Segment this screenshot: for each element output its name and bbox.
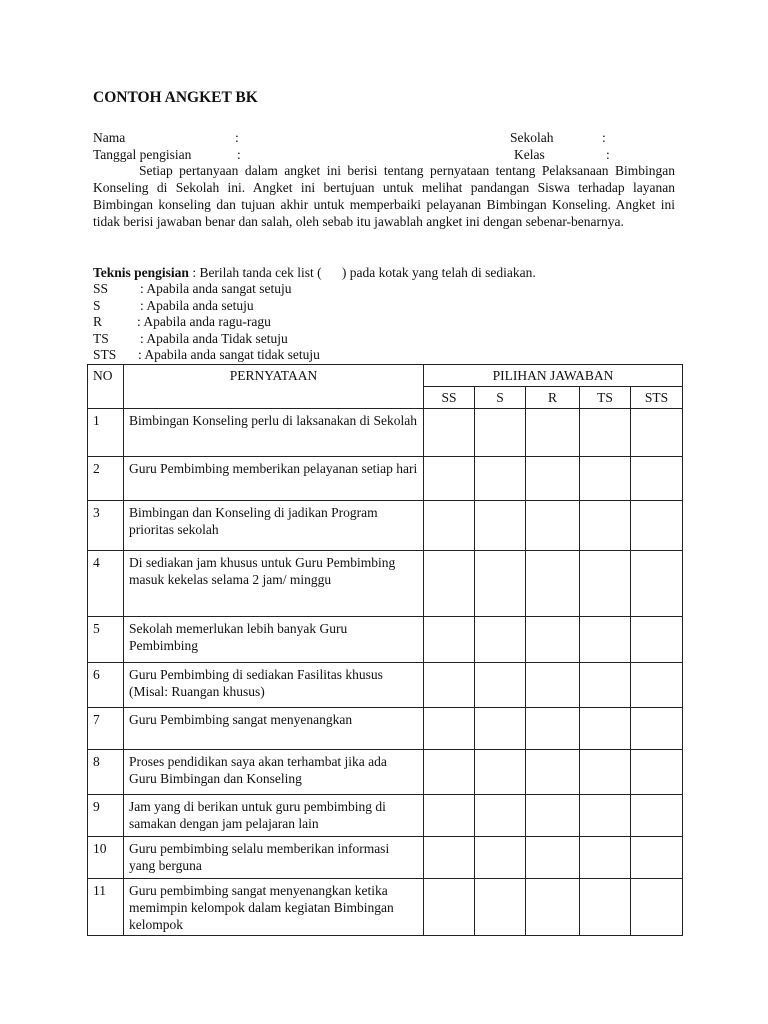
row-number: 6 xyxy=(88,663,124,708)
row-number: 11 xyxy=(88,879,124,936)
answer-cell-s[interactable] xyxy=(475,837,526,879)
nama-label: Nama xyxy=(93,130,126,145)
table-row xyxy=(88,551,683,617)
option-header-sts: STS xyxy=(631,387,683,409)
table-row xyxy=(88,409,683,457)
header-pernyataan: PERNYATAAN xyxy=(124,365,424,409)
answer-cell-ss[interactable] xyxy=(424,879,475,936)
answer-cell-r[interactable] xyxy=(526,837,580,879)
legend-description: : Apabila anda sangat tidak setuju xyxy=(138,347,320,362)
legend-code: SS xyxy=(93,281,109,296)
answer-cell-s[interactable] xyxy=(475,663,526,708)
answer-cell-ss[interactable] xyxy=(424,795,475,837)
nama-colon: : xyxy=(235,130,239,145)
answer-cell-ts[interactable] xyxy=(580,551,631,617)
answer-cell-ss[interactable] xyxy=(424,663,475,708)
sekolah-label: Sekolah xyxy=(510,130,554,145)
table-row xyxy=(88,879,683,936)
answer-cell-sts[interactable] xyxy=(631,551,683,617)
row-number: 9 xyxy=(88,795,124,837)
legend-description: : Apabila anda setuju xyxy=(140,297,254,313)
row-statement: Guru pembimbing selalu memberikan informasi yang berguna xyxy=(124,837,424,879)
answer-cell-r[interactable] xyxy=(526,795,580,837)
answer-cell-sts[interactable] xyxy=(631,795,683,837)
answer-cell-r[interactable] xyxy=(526,617,580,663)
answer-cell-sts[interactable] xyxy=(631,409,683,457)
answer-cell-ts[interactable] xyxy=(580,708,631,750)
table-row xyxy=(88,501,683,551)
answer-cell-s[interactable] xyxy=(475,617,526,663)
answer-cell-s[interactable] xyxy=(475,879,526,936)
answer-cell-sts[interactable] xyxy=(631,663,683,708)
answer-cell-ts[interactable] xyxy=(580,457,631,501)
answer-cell-ts[interactable] xyxy=(580,795,631,837)
document-title: CONTOH ANGKET BK xyxy=(93,89,258,106)
answer-cell-r[interactable] xyxy=(526,409,580,457)
answer-cell-ss[interactable] xyxy=(424,617,475,663)
answer-cell-ss[interactable] xyxy=(424,409,475,457)
row-number: 2 xyxy=(88,457,124,501)
header-no: NO xyxy=(88,365,124,409)
row-statement: Guru pembimbing sangat menyenangkan ketika memimpin kelompok dalam kegiatan Bimbingan kelompok xyxy=(124,879,424,936)
answer-cell-ss[interactable] xyxy=(424,837,475,879)
teknis-label: Teknis pengisian xyxy=(93,265,189,280)
legend-description: : Apabila anda ragu-ragu xyxy=(137,314,271,329)
option-header-ss: SS xyxy=(424,387,475,409)
answer-cell-r[interactable] xyxy=(526,750,580,795)
row-number: 3 xyxy=(88,501,124,551)
row-statement: Bimbingan Konseling perlu di laksanakan di Sekolah xyxy=(124,409,424,457)
answer-cell-ss[interactable] xyxy=(424,501,475,551)
row-statement: Bimbingan dan Konseling di jadikan Program prioritas sekolah xyxy=(124,501,424,551)
table-row xyxy=(88,663,683,708)
answer-cell-ts[interactable] xyxy=(580,750,631,795)
answer-cell-ts[interactable] xyxy=(580,501,631,551)
answer-cell-sts[interactable] xyxy=(631,837,683,879)
answer-cell-s[interactable] xyxy=(475,551,526,617)
answer-cell-ts[interactable] xyxy=(580,663,631,708)
table-row xyxy=(88,750,683,795)
teknis-line xyxy=(93,265,536,281)
answer-cell-ss[interactable] xyxy=(424,708,475,750)
row-number: 10 xyxy=(88,837,124,879)
legend-code: R xyxy=(93,314,103,329)
row-statement: Jam yang di berikan untuk guru pembimbing di samakan dengan jam pelajaran lain xyxy=(124,795,424,837)
row-number: 4 xyxy=(88,551,124,617)
tanggal-label: Tanggal pengisian xyxy=(93,147,192,162)
teknis-text: : Berilah tanda cek list ( ) pada kotak yang telah di sediakan. xyxy=(188,265,536,280)
legend-description: : Apabila anda sangat setuju xyxy=(140,281,292,296)
row-statement: Guru Pembimbing memberikan pelayanan setiap hari xyxy=(124,457,424,501)
option-header-s: S xyxy=(475,387,526,409)
answer-cell-r[interactable] xyxy=(526,551,580,617)
answer-cell-ts[interactable] xyxy=(580,617,631,663)
table-row xyxy=(88,795,683,837)
questionnaire-table xyxy=(87,364,683,936)
legend-code: TS xyxy=(93,330,109,346)
row-statement: Guru Pembimbing sangat menyenangkan xyxy=(124,708,424,750)
kelas-colon: : xyxy=(606,147,610,162)
answer-cell-s[interactable] xyxy=(475,457,526,501)
table-row xyxy=(88,837,683,879)
option-header-ts: TS xyxy=(580,387,631,409)
answer-cell-s[interactable] xyxy=(475,750,526,795)
table-row xyxy=(88,617,683,663)
row-number: 7 xyxy=(88,708,124,750)
answer-cell-r[interactable] xyxy=(526,708,580,750)
answer-cell-s[interactable] xyxy=(475,501,526,551)
header-pilihan-jawaban: PILIHAN JAWABAN xyxy=(424,365,683,387)
answer-cell-ss[interactable] xyxy=(424,551,475,617)
answer-cell-s[interactable] xyxy=(475,409,526,457)
answer-cell-s[interactable] xyxy=(475,708,526,750)
row-statement: Guru Pembimbing di sediakan Fasilitas khusus (Misal: Ruangan khusus) xyxy=(124,663,424,708)
answer-cell-sts[interactable] xyxy=(631,750,683,795)
answer-cell-r[interactable] xyxy=(526,501,580,551)
answer-cell-s[interactable] xyxy=(475,795,526,837)
answer-cell-r[interactable] xyxy=(526,457,580,501)
answer-cell-sts[interactable] xyxy=(631,457,683,501)
answer-cell-r[interactable] xyxy=(526,879,580,936)
answer-cell-r[interactable] xyxy=(526,663,580,708)
table-row xyxy=(88,457,683,501)
answer-cell-sts[interactable] xyxy=(631,879,683,936)
legend-code: STS xyxy=(93,347,117,362)
legend-description: : Apabila anda Tidak setuju xyxy=(140,330,288,346)
table-row xyxy=(88,708,683,750)
row-number: 1 xyxy=(88,409,124,457)
tanggal-colon: : xyxy=(237,147,241,162)
kelas-label: Kelas xyxy=(514,147,545,162)
row-statement: Di sediakan jam khusus untuk Guru Pembimbing masuk kekelas selama 2 jam/ minggu xyxy=(124,551,424,617)
answer-cell-ss[interactable] xyxy=(424,750,475,795)
row-number: 8 xyxy=(88,750,124,795)
row-statement: Sekolah memerlukan lebih banyak Guru Pembimbing xyxy=(124,617,424,663)
answer-cell-ts[interactable] xyxy=(580,879,631,936)
answer-cell-sts[interactable] xyxy=(631,617,683,663)
row-number: 5 xyxy=(88,617,124,663)
answer-cell-ts[interactable] xyxy=(580,409,631,457)
answer-cell-ss[interactable] xyxy=(424,457,475,501)
option-header-r: R xyxy=(526,387,580,409)
legend-code: S xyxy=(93,297,101,313)
sekolah-colon: : xyxy=(602,130,606,145)
answer-cell-sts[interactable] xyxy=(631,501,683,551)
row-statement: Proses pendidikan saya akan terhambat jika ada Guru Bimbingan dan Konseling xyxy=(124,750,424,795)
intro-paragraph: Setiap pertanyaan dalam angket ini berisi tentang pernyataan tentang Pelaksanaan Bimbingan Konseling di Sekolah ini. Angket ini bertujuan untuk melihat pandangan Siswa terhadap layanan Bimbingan konseling dan tujuan akhir untuk memperbaiki pelayanan Bimbingan Konseling. Angket ini tidak berisi jawaban benar dan salah, oleh sebab itu jawablah angket ini dengan sebenar-benarnya. xyxy=(93,163,675,229)
answer-cell-sts[interactable] xyxy=(631,708,683,750)
answer-cell-ts[interactable] xyxy=(580,837,631,879)
